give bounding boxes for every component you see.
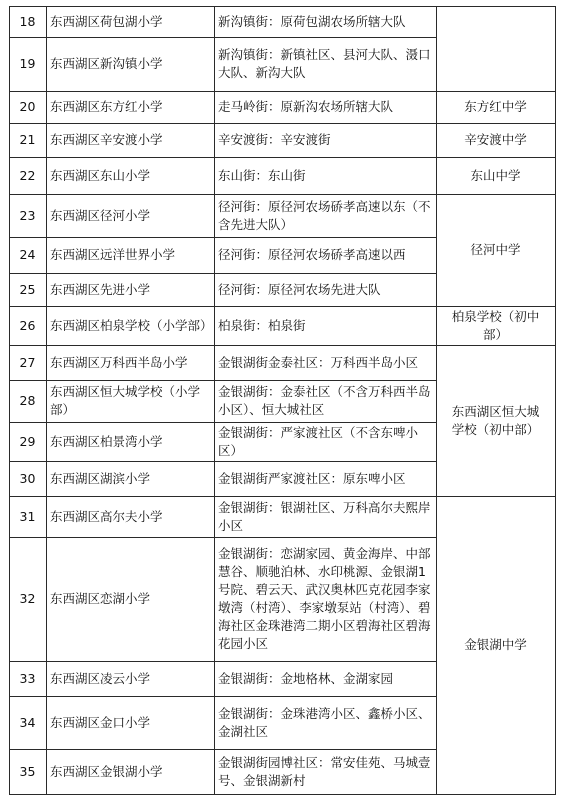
enrollment-area: 径河街：原径河农场硚孝高速以东（不含先进大队）	[218, 198, 431, 232]
row-border	[9, 6, 437, 7]
row-number: 23	[19, 207, 36, 223]
row-number: 27	[19, 354, 36, 370]
row-border	[436, 794, 556, 795]
row-border	[436, 345, 556, 346]
school-name: 东西湖区万科西半岛小学	[50, 354, 188, 370]
enrollment-area: 新沟镇街：原荷包湖农场所辖大队	[218, 13, 406, 29]
enrollment-area: 金银湖街：金地格林、金湖家园	[218, 670, 394, 686]
row-border	[9, 345, 437, 346]
row-border	[9, 422, 437, 423]
school-name: 东西湖区东方红小学	[50, 99, 163, 114]
row-border	[436, 123, 556, 124]
row-number: 26	[19, 317, 36, 333]
row-number: 30	[19, 470, 36, 486]
enrollment-area: 径河街：原径河农场硚孝高速以西	[218, 247, 406, 262]
row-number: 33	[19, 670, 36, 686]
row-border	[436, 91, 556, 92]
row-number: 31	[19, 508, 36, 524]
row-border	[9, 461, 437, 462]
column-border	[214, 6, 215, 795]
row-border	[9, 537, 437, 538]
row-number: 29	[19, 433, 36, 449]
row-border	[436, 496, 556, 497]
school-name: 东西湖区荷包湖小学	[50, 13, 163, 29]
row-border	[436, 194, 556, 195]
row-number: 19	[19, 56, 36, 71]
row-border	[9, 273, 437, 274]
school-district-table	[9, 6, 555, 794]
row-border	[9, 37, 437, 38]
school-name: 东西湖区径河小学	[50, 207, 151, 223]
school-name: 东西湖区东山小学	[50, 167, 151, 183]
enrollment-area: 金银湖街：金泰社区（不含万科西半岛小区）、恒大城社区	[218, 384, 431, 417]
middle-school-name: 东方红中学	[464, 99, 527, 114]
school-name: 东西湖区辛安渡小学	[50, 132, 163, 147]
row-border	[9, 237, 437, 238]
enrollment-area: 新沟镇街：新镇社区、县河大队、滠口大队、新沟大队	[218, 47, 431, 80]
middle-school-name: 径河中学	[470, 242, 521, 257]
enrollment-area: 柏泉街：柏泉街	[218, 317, 306, 333]
row-number: 32	[19, 591, 36, 606]
school-name: 东西湖区湖滨小学	[50, 470, 151, 486]
row-border	[9, 380, 437, 381]
row-number: 35	[19, 763, 36, 779]
row-border	[9, 794, 437, 795]
middle-school-name: 东西湖区恒大城学校（初中部）	[451, 403, 540, 437]
row-border	[436, 306, 556, 307]
enrollment-area: 辛安渡街：辛安渡街	[218, 132, 331, 147]
middle-school-name: 东山中学	[470, 167, 521, 183]
row-number: 28	[19, 393, 36, 408]
school-name: 东西湖区先进小学	[50, 281, 151, 297]
column-border	[436, 6, 437, 795]
row-border	[436, 6, 556, 7]
row-number: 34	[19, 714, 36, 730]
enrollment-area: 东山街：东山街	[218, 167, 306, 183]
school-name: 东西湖区金银湖小学	[50, 763, 163, 779]
row-border	[9, 749, 437, 750]
school-name: 东西湖区远洋世界小学	[50, 247, 176, 262]
row-border	[9, 696, 437, 697]
school-name: 东西湖区恒大城学校（小学部）	[50, 384, 201, 417]
enrollment-area: 金银湖街严家渡社区：原东啤小区	[218, 470, 406, 486]
middle-school-name: 柏泉学校（初中部）	[451, 308, 540, 342]
enrollment-area: 金银湖街：严家渡社区（不含东啤小区）	[218, 424, 419, 458]
enrollment-area: 金银湖街：银湖社区、万科高尔夫熙岸小区	[218, 499, 431, 533]
enrollment-area: 金银湖街：恋湖家园、黄金海岸、中部慧谷、顺驰泊林、水印桃源、金银湖1号院、碧云天、武汉奥林匹克花园李家墩湾（村湾）、李家墩泵站（村湾）、碧海社区金珠港湾二期小区碧海社区碧海花园小区	[218, 546, 431, 651]
middle-school-name: 金银湖中学	[464, 637, 527, 652]
row-number: 24	[19, 247, 36, 262]
school-name: 东西湖区新沟镇小学	[50, 56, 163, 71]
school-name: 东西湖区恋湖小学	[50, 591, 151, 606]
column-border	[9, 6, 10, 795]
column-border	[555, 6, 556, 795]
enrollment-area: 径河街：原径河农场先进大队	[218, 281, 381, 297]
row-border	[9, 194, 437, 195]
row-number: 25	[19, 281, 36, 297]
row-border	[9, 661, 437, 662]
row-number: 22	[19, 167, 36, 183]
school-name: 东西湖区凌云小学	[50, 670, 151, 686]
row-border	[9, 91, 437, 92]
school-name: 东西湖区金口小学	[50, 714, 151, 730]
school-name: 东西湖区柏景湾小学	[50, 433, 163, 449]
row-border	[436, 157, 556, 158]
enrollment-area: 金银湖街园博社区：常安佳苑、马城壹号、金银湖新村	[218, 754, 431, 788]
column-border	[46, 6, 47, 795]
middle-school-name: 辛安渡中学	[464, 132, 527, 147]
row-number: 18	[19, 13, 36, 29]
row-number: 20	[19, 99, 36, 114]
enrollment-area: 走马岭街：原新沟农场所辖大队	[218, 99, 394, 114]
row-border	[9, 123, 437, 124]
row-border	[9, 496, 437, 497]
enrollment-area: 金银湖街金泰社区：万科西半岛小区	[218, 354, 419, 370]
row-border	[9, 157, 437, 158]
row-number: 21	[19, 132, 36, 147]
school-name: 东西湖区高尔夫小学	[50, 508, 163, 524]
school-name: 东西湖区柏泉学校（小学部）	[50, 317, 213, 333]
row-border	[9, 306, 437, 307]
enrollment-area: 金银湖街：金珠港湾小区、鑫桥小区、金湖社区	[218, 705, 431, 739]
